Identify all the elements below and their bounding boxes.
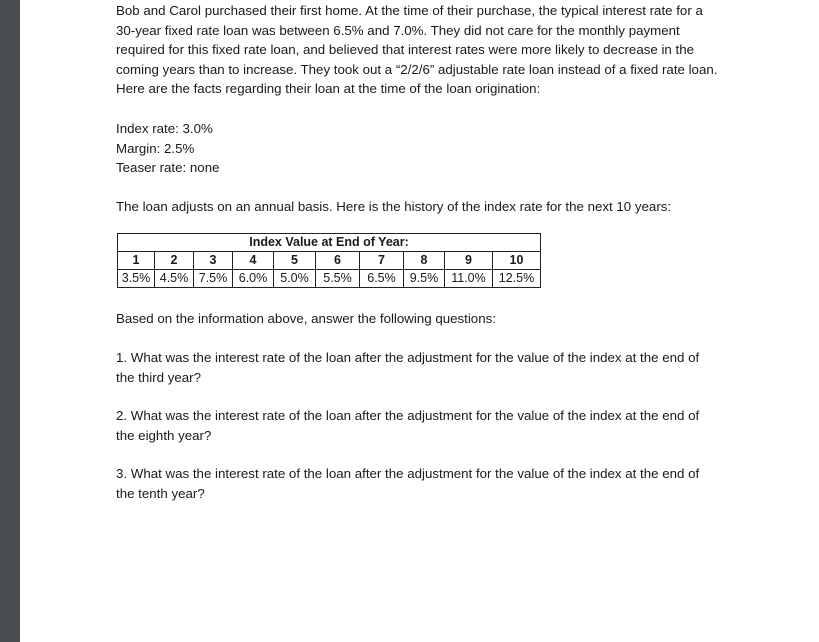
index-history-table	[117, 233, 541, 288]
document-content	[116, 0, 736, 504]
question-1	[116, 348, 736, 387]
instructions: Based on the information above, answer the following questions:	[116, 311, 496, 327]
margin-fact: Margin: 2.5%	[116, 140, 195, 156]
value-cell: 6.5%	[360, 270, 404, 288]
value-cell: 7.5%	[194, 270, 233, 288]
value-cell: 12.5%	[493, 270, 541, 288]
intro-line: coming years than to increase. They took out a “2/2/6” adjustable rate loan instead of a fixed rate loan.	[116, 61, 718, 77]
value-cell: 5.5%	[316, 270, 360, 288]
value-cell: 5.0%	[274, 270, 316, 288]
question-line: the tenth year?	[116, 485, 205, 501]
adjustment-note: The loan adjusts on an annual basis. Here is the history of the index rate for the next 10 years:	[116, 198, 672, 214]
value-cell: 11.0%	[445, 270, 493, 288]
year-cell: 9	[445, 252, 493, 270]
intro-line: required for this fixed rate loan, and believed that interest rates were more likely to decrease in the	[116, 42, 694, 58]
year-cell: 8	[404, 252, 445, 270]
year-cell: 7	[360, 252, 404, 270]
year-cell: 1	[118, 252, 155, 270]
table-title-row	[118, 234, 541, 252]
year-row	[118, 252, 541, 270]
table-title: Index Value at End of Year:	[118, 234, 541, 252]
value-cell: 3.5%	[118, 270, 155, 288]
value-row	[118, 270, 541, 288]
year-cell: 3	[194, 252, 233, 270]
teaser-rate-fact: Teaser rate: none	[116, 160, 220, 176]
intro-line: Here are the facts regarding their loan at the time of the loan origination:	[116, 81, 541, 97]
intro-line: Bob and Carol purchased their first home. At the time of their purchase, the typical interest rate for a	[116, 3, 703, 18]
year-cell: 2	[155, 252, 194, 270]
question-line: the eighth year?	[116, 427, 212, 443]
viewer-left-gutter	[0, 0, 20, 642]
question-line: 3. What was the interest rate of the loan after the adjustment for the value of the index at the end of	[116, 466, 700, 482]
value-cell: 4.5%	[155, 270, 194, 288]
question-2	[116, 406, 736, 445]
year-cell: 6	[316, 252, 360, 270]
value-cell: 9.5%	[404, 270, 445, 288]
index-rate-fact: Index rate: 3.0%	[116, 120, 213, 136]
document-page	[20, 0, 819, 642]
question-3	[116, 464, 736, 503]
value-cell: 6.0%	[233, 270, 274, 288]
question-line: the third year?	[116, 369, 202, 385]
intro-line: 30-year fixed rate loan was between 6.5% and 7.0%. They did not care for the monthly payment	[116, 22, 680, 38]
question-line: 2. What was the interest rate of the loan after the adjustment for the value of the index at the end of	[116, 408, 700, 424]
year-cell: 5	[274, 252, 316, 270]
year-cell: 10	[493, 252, 541, 270]
loan-facts	[116, 119, 736, 178]
year-cell: 4	[233, 252, 274, 270]
intro-paragraph	[116, 0, 736, 99]
question-line: 1. What was the interest rate of the loan after the adjustment for the value of the index at the end of	[116, 349, 700, 365]
